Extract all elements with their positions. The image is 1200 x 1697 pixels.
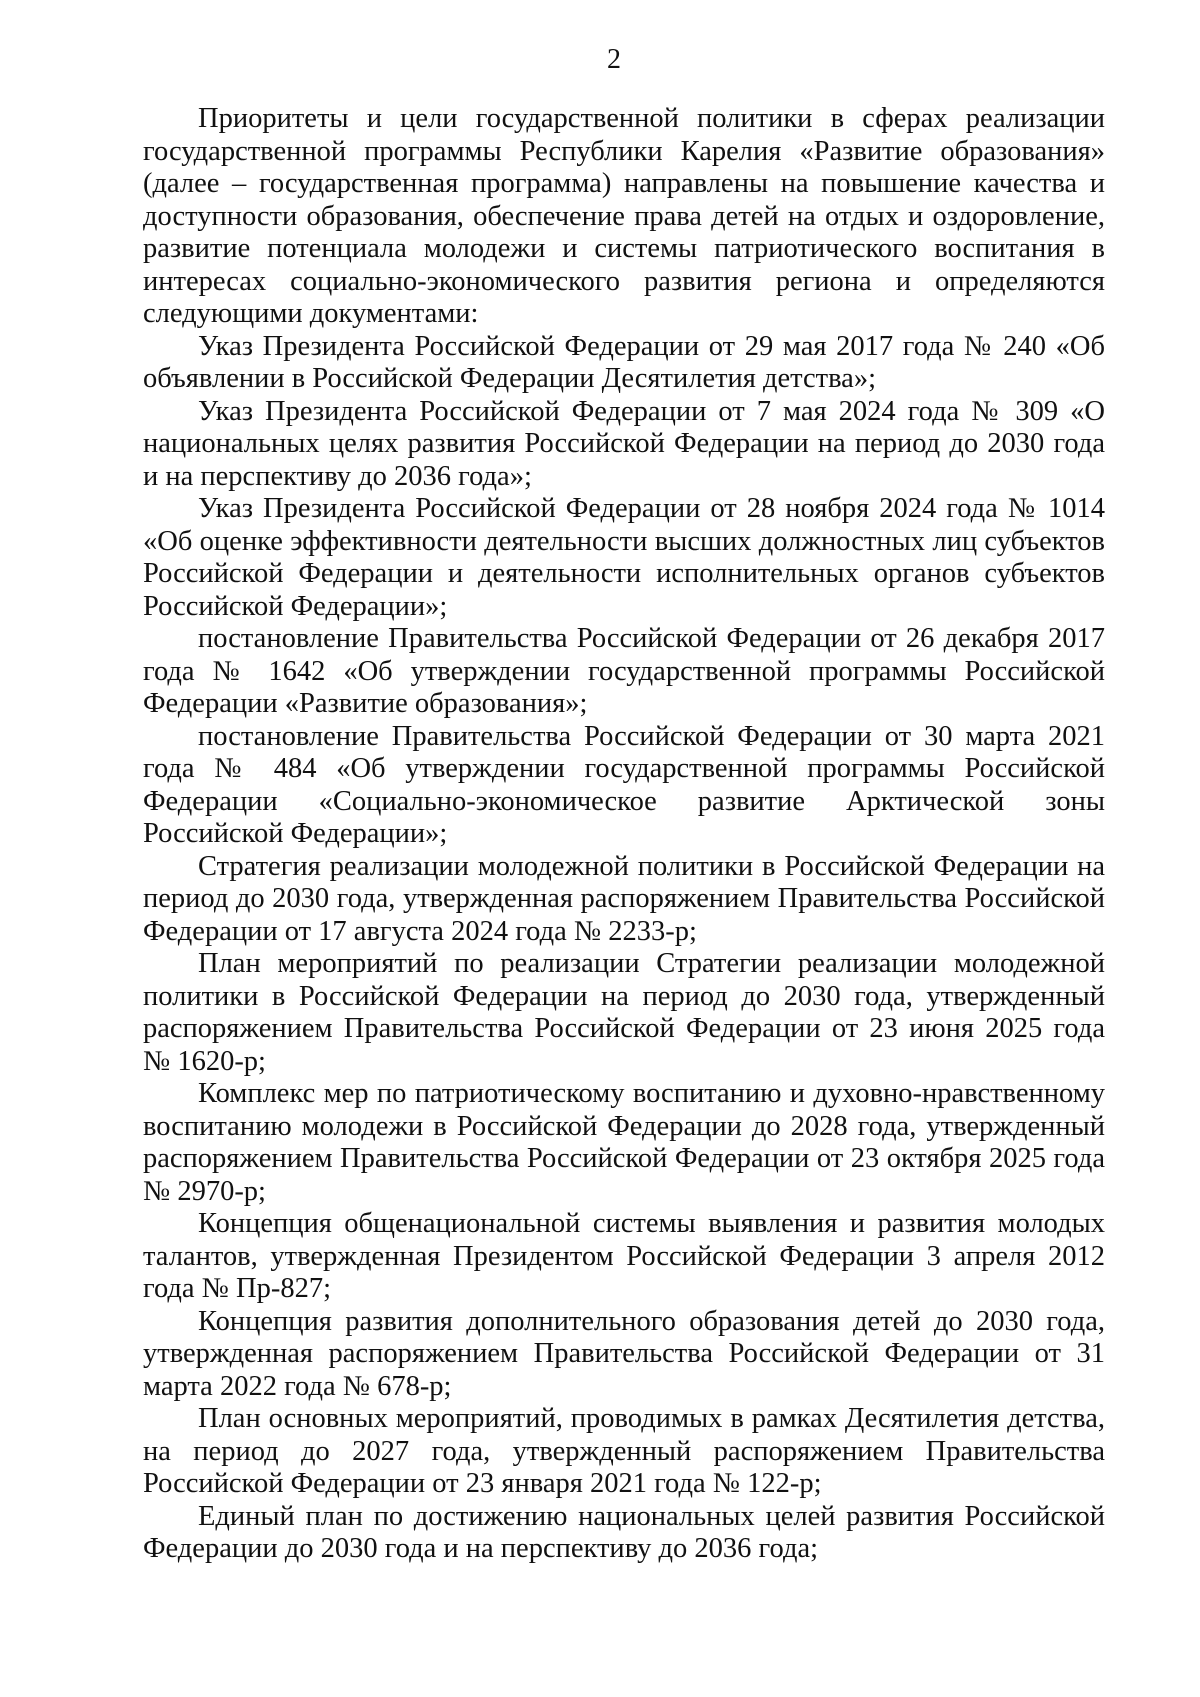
intro-paragraph: Приоритеты и цели государственной политики в сферах реализации государственной программы Республики Карелия «Развитие образования» (далее – государственная программа) направлены на повышение качества и доступности образования, обеспечение права детей на отдых и оздоровление, развитие потенциала молодежи и системы патриотического воспитания в интересах социально-экономического развития региона и определяются следующими документами: [143, 103, 1105, 329]
document-list-item: Указ Президента Российской Федерации от 28 ноября 2024 года № 1014 «Об оценке эффективности деятельности высших должностных лиц субъектов Российской Федерации и деятельности исполнительных органов субъектов Российской Федерации»; [143, 493, 1105, 622]
document-list-item: Концепция общенациональной системы выявления и развития молодых талантов, утвержденная Президентом Российской Федерации 3 апреля 2012 года № Пр-827; [143, 1208, 1105, 1304]
document-list-item: Концепция развития дополнительного образования детей до 2030 года, утвержденная распоряжением Правительства Российской Федерации от 31 марта 2022 года № 678-р; [143, 1305, 1105, 1402]
document-list-item: постановление Правительства Российской Федерации от 26 декабря 2017 года № 1642 «Об утверждении государственной программы Российской Федерации «Развитие образования»; [143, 623, 1105, 719]
document-list-item: Стратегия реализации молодежной политики в Российской Федерации на период до 2030 года, утвержденная распоряжением Правительства Российской Федерации от 17 августа 2024 года № 2233-р; [143, 850, 1105, 947]
document-list-item: Комплекс мер по патриотическому воспитанию и духовно-нравственному воспитанию молодежи в Российской Федерации до 2028 года, утвержденный распоряжением Правительства Российской Федерации от 23 октября 2025 года № 2970-р; [143, 1078, 1105, 1207]
document-list-item: Указ Президента Российской Федерации от 29 мая 2017 года № 240 «Об объявлении в Российской Федерации Десятилетия детства»; [143, 330, 1105, 394]
document-list-item: постановление Правительства Российской Федерации от 30 марта 2021 года № 484 «Об утверждении государственной программы Российской Федерации «Социально-экономическое развитие Арктической зоны Российской Федерации»; [143, 720, 1105, 849]
page-number: 2 [607, 44, 621, 75]
document-list-item: Указ Президента Российской Федерации от 7 мая 2024 года № 309 «О национальных целях развития Российской Федерации на период до 2030 года и на перспективу до 2036 года»; [143, 395, 1105, 492]
document-body [143, 103, 1105, 1566]
document-list-item: План основных мероприятий, проводимых в рамках Десятилетия детства, на период до 2027 года, утвержденный распоряжением Правительства Российской Федерации от 23 января 2021 года № 122-р; [143, 1403, 1105, 1499]
document-list-item: Единый план по достижению национальных целей развития Российской Федерации до 2030 года и на перспективу до 2036 года; [143, 1500, 1105, 1564]
document-list-item: План мероприятий по реализации Стратегии реализации молодежной политики в Российской Федерации на период до 2030 года, утвержденный распоряжением Правительства Российской Федерации от 23 июня 2025 года № 1620-р; [143, 948, 1105, 1077]
